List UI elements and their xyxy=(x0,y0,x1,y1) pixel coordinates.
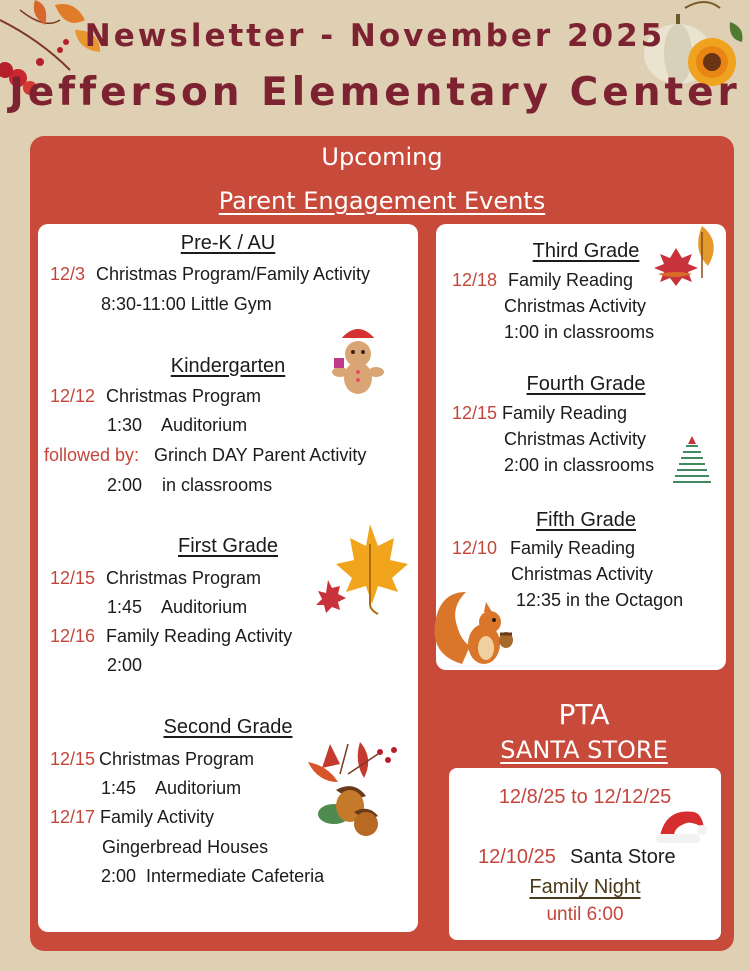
heading-prek: Pre-K / AU xyxy=(180,232,276,254)
family-night-date: 12/10/25 xyxy=(478,846,556,868)
santa-store-title: SANTA STORE xyxy=(500,736,668,764)
first-date-1: 12/15 xyxy=(50,568,96,588)
prek-detail: 8:30-11:00 Little Gym xyxy=(101,294,272,314)
heading-third-grade: Third Grade xyxy=(532,240,640,262)
banner-parent-engagement: Parent Engagement Events xyxy=(218,187,546,215)
heading-fifth-grade: Fifth Grade xyxy=(535,509,637,531)
fifth-detail-2: 12:35 in the Octagon xyxy=(516,590,684,610)
santa-store-dates: 12/8/25 to 12/12/25 xyxy=(498,786,672,808)
maple-leaf-icon xyxy=(314,524,406,616)
third-detail-2: 1:00 in classrooms xyxy=(504,322,655,342)
first-event-2: Family Reading Activity xyxy=(106,626,293,646)
fall-leaves-icon xyxy=(656,226,722,284)
grinch-day-event: Grinch DAY Parent Activity xyxy=(154,445,367,465)
fifth-event: Family Reading xyxy=(510,538,636,558)
prek-event: Christmas Program/Family Activity xyxy=(96,264,371,284)
followed-by-label: followed by: xyxy=(44,445,140,465)
gingerbread-icon xyxy=(330,322,386,402)
second-detail-2a: Gingerbread Houses xyxy=(102,837,269,857)
fifth-date: 12/10 xyxy=(452,538,498,558)
santa-hat-icon xyxy=(654,806,708,846)
kindergarten-event: Christmas Program xyxy=(106,386,262,406)
second-date-1: 12/15 xyxy=(50,749,96,769)
newsletter-title: Newsletter - November 2025 xyxy=(84,18,666,54)
second-detail-1: 1:45 Auditorium xyxy=(101,778,242,798)
grinch-day-detail: 2:00 in classrooms xyxy=(107,475,273,495)
family-night-label: Family Night xyxy=(529,876,641,898)
heading-kindergarten: Kindergarten xyxy=(170,355,286,377)
third-detail-1: Christmas Activity xyxy=(504,296,647,316)
fourth-detail-1: Christmas Activity xyxy=(504,429,647,449)
fourth-event: Family Reading xyxy=(502,403,628,423)
first-detail-1: 1:45 Auditorium xyxy=(107,597,248,617)
christmas-tree-icon xyxy=(670,430,714,488)
heading-first-grade: First Grade xyxy=(177,535,279,557)
second-detail-2b: 2:00 Intermediate Cafeteria xyxy=(101,866,325,886)
second-date-2: 12/17 xyxy=(50,807,96,827)
second-event-1: Christmas Program xyxy=(99,749,255,769)
column-divider xyxy=(425,224,429,670)
first-detail-2: 2:00 xyxy=(107,655,143,675)
heading-second-grade: Second Grade xyxy=(163,716,293,738)
heading-fourth-grade: Fourth Grade xyxy=(526,373,646,395)
squirrel-icon xyxy=(432,588,518,668)
kindergarten-detail: 1:30 Auditorium xyxy=(107,415,248,435)
family-night-time: until 6:00 xyxy=(546,904,624,925)
first-event-1: Christmas Program xyxy=(106,568,262,588)
third-event: Family Reading xyxy=(508,270,634,290)
fifth-detail-1: Christmas Activity xyxy=(511,564,654,584)
fourth-date: 12/15 xyxy=(452,403,498,423)
acorn-leaves-icon xyxy=(300,734,404,844)
third-date: 12/18 xyxy=(452,270,498,290)
prek-date: 12/3 xyxy=(50,264,86,284)
kindergarten-date: 12/12 xyxy=(50,386,96,406)
santa-store-event: Santa Store xyxy=(570,846,676,868)
second-event-2: Family Activity xyxy=(100,807,215,827)
banner-upcoming: Upcoming xyxy=(321,143,443,171)
pta-title: PTA xyxy=(558,698,610,731)
fourth-detail-2: 2:00 in classrooms xyxy=(504,455,655,475)
school-name: Jefferson Elementary Center xyxy=(9,70,741,115)
first-date-2: 12/16 xyxy=(50,626,96,646)
